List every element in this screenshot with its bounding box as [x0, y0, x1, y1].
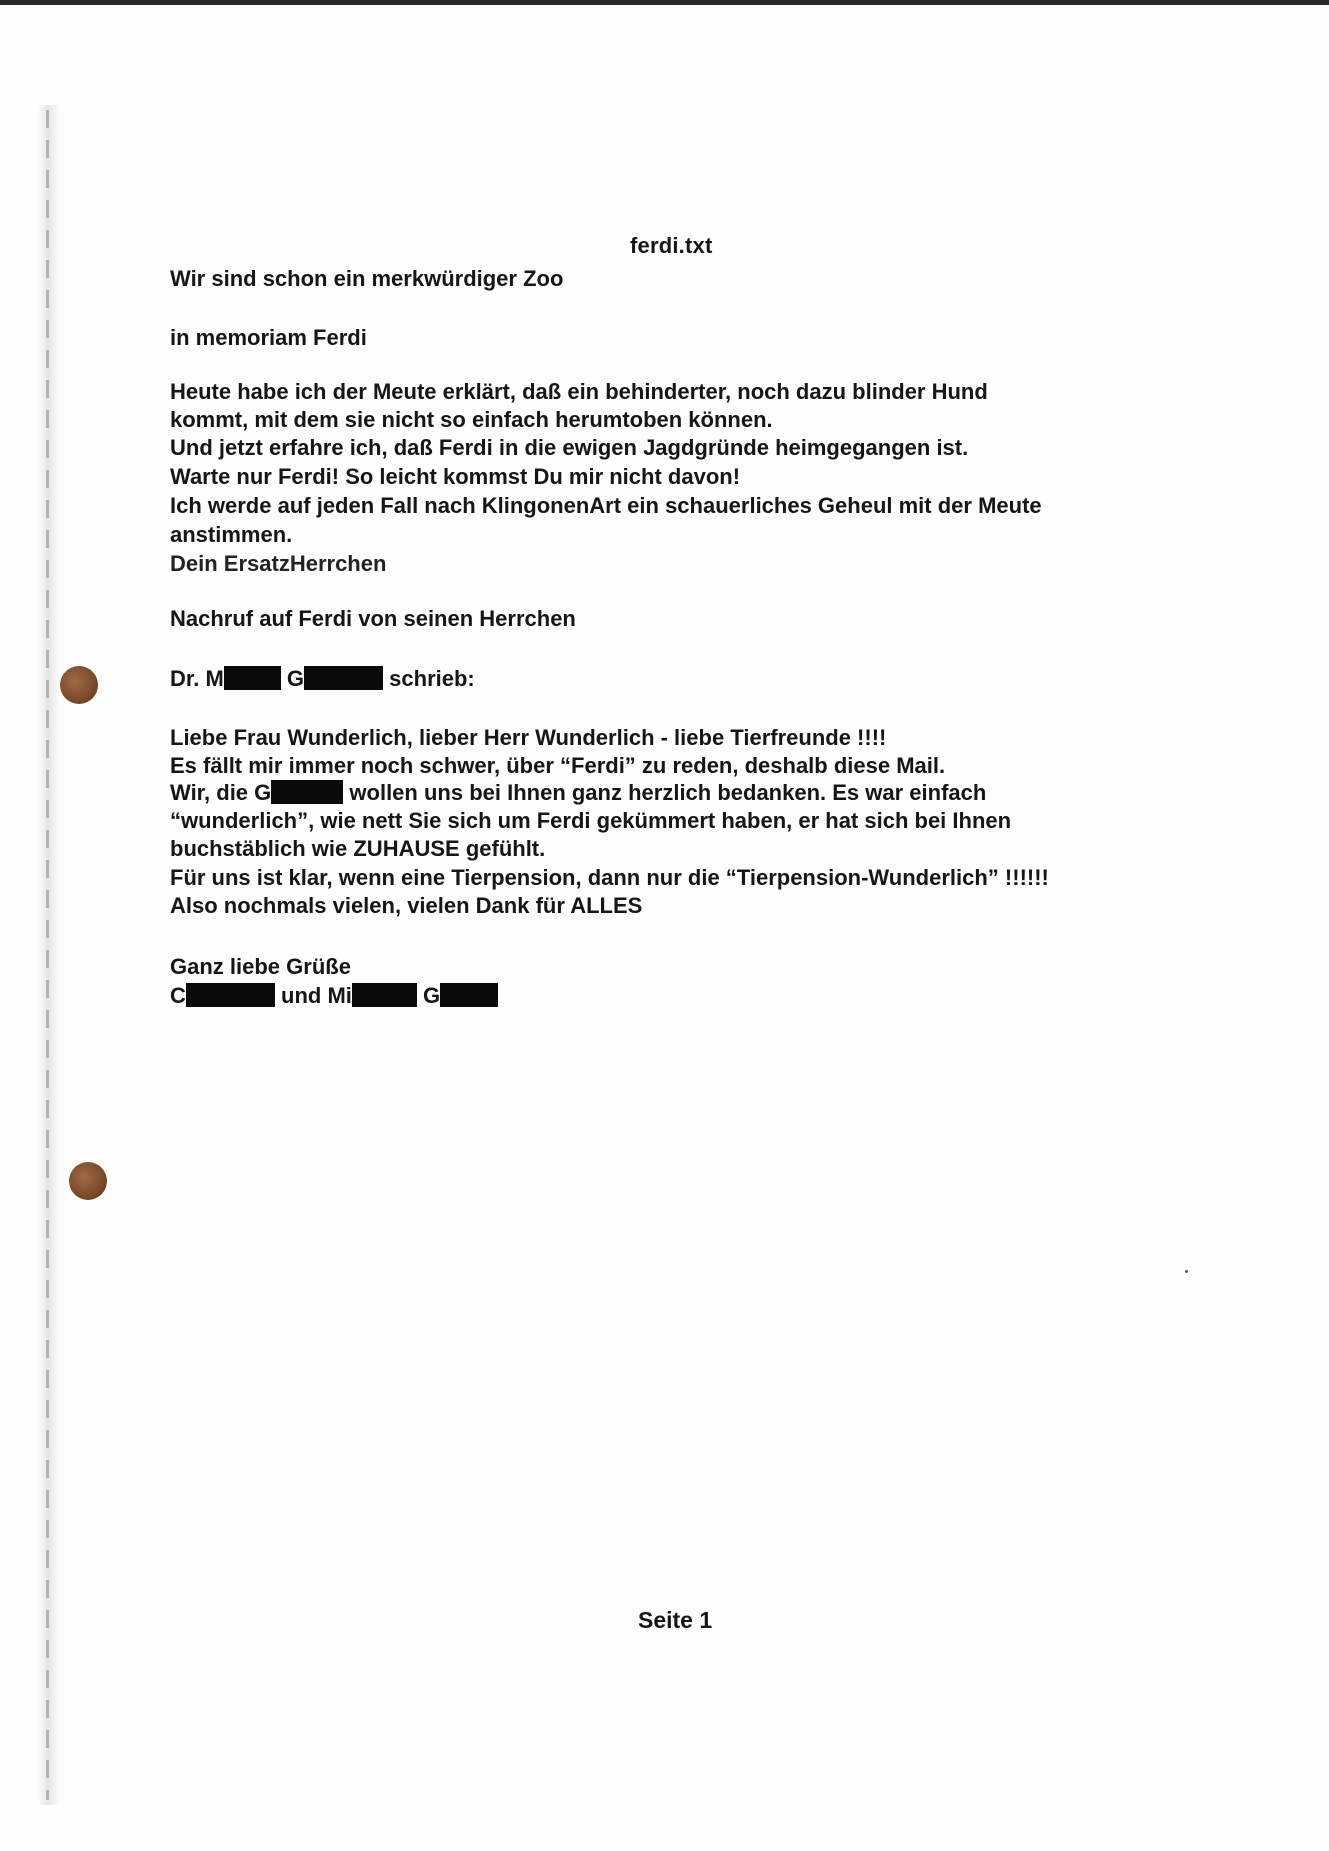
letter-line: Es fällt mir immer noch schwer, über “Ferdi” zu reden, deshalb diese Mail.	[170, 753, 946, 778]
paragraph-line: kommt, mit dem sie nicht so einfach herumtoben können.	[170, 407, 773, 432]
page-number: Seite 1	[638, 1607, 713, 1633]
scan-speck	[1185, 1270, 1188, 1273]
redaction-bar	[186, 983, 275, 1007]
letter-greeting: Liebe Frau Wunderlich, lieber Herr Wunderlich - liebe Tierfreunde !!!!	[170, 725, 887, 750]
author-line	[170, 665, 475, 693]
redaction-bar	[224, 666, 281, 690]
scan-top-edge	[0, 0, 1329, 5]
author-middle: G	[286, 666, 305, 691]
signature-part: C	[170, 983, 186, 1008]
signature-part: G	[423, 983, 441, 1008]
paragraph-line: Ich werde auf jeden Fall nach KlingonenArt ein schauerliches Geheul mit der Meute	[170, 493, 1042, 518]
nachruf-heading: Nachruf auf Ferdi von seinen Herrchen	[170, 606, 576, 631]
closing-line: Ganz liebe Grüße	[170, 954, 351, 979]
paragraph-line: Heute habe ich der Meute erklärt, daß ein behinderter, noch dazu blinder Hund	[170, 379, 988, 404]
signature-line	[170, 982, 498, 1010]
punch-hole	[69, 1162, 107, 1200]
memoriam-line: in memoriam Ferdi	[170, 325, 367, 350]
letter-line: Also nochmals vielen, vielen Dank für ALLES	[170, 893, 643, 918]
redaction-bar	[440, 983, 498, 1007]
redaction-bar	[304, 666, 383, 690]
letter-line: “wunderlich”, wie nett Sie sich um Ferdi gekümmert haben, er hat sich bei Ihnen	[170, 808, 1012, 833]
paragraph-line: anstimmen.	[170, 522, 293, 547]
paragraph-line: Warte nur Ferdi! So leicht kommst Du mir nicht davon!	[170, 464, 741, 489]
redaction-bar	[271, 780, 343, 804]
paragraph-signoff: Dein ErsatzHerrchen	[170, 551, 387, 576]
letter-line: buchstäblich wie ZUHAUSE gefühlt.	[170, 836, 546, 861]
letter-line-suffix: wollen uns bei Ihnen ganz herzlich bedanken. Es war einfach	[349, 780, 987, 805]
letter-line	[170, 779, 986, 807]
punch-hole	[60, 666, 98, 704]
redaction-bar	[352, 983, 417, 1007]
scan-binding-line	[46, 110, 49, 1800]
letter-line: Für uns ist klar, wenn eine Tierpension, dann nur die “Tierpension-Wunderlich” !!!!!!	[170, 865, 1049, 890]
signature-part: und Mi	[281, 983, 352, 1008]
scan-binding-shadow	[38, 105, 60, 1805]
paragraph-line: Und jetzt erfahre ich, daß Ferdi in die ewigen Jagdgründe heimgegangen ist.	[170, 435, 969, 460]
letter-line-prefix: Wir, die G	[170, 780, 272, 805]
author-prefix: Dr. M	[170, 666, 224, 691]
file-name-header: ferdi.txt	[630, 233, 713, 258]
author-suffix: schrieb:	[389, 666, 475, 691]
document-title: Wir sind schon ein merkwürdiger Zoo	[170, 266, 564, 291]
